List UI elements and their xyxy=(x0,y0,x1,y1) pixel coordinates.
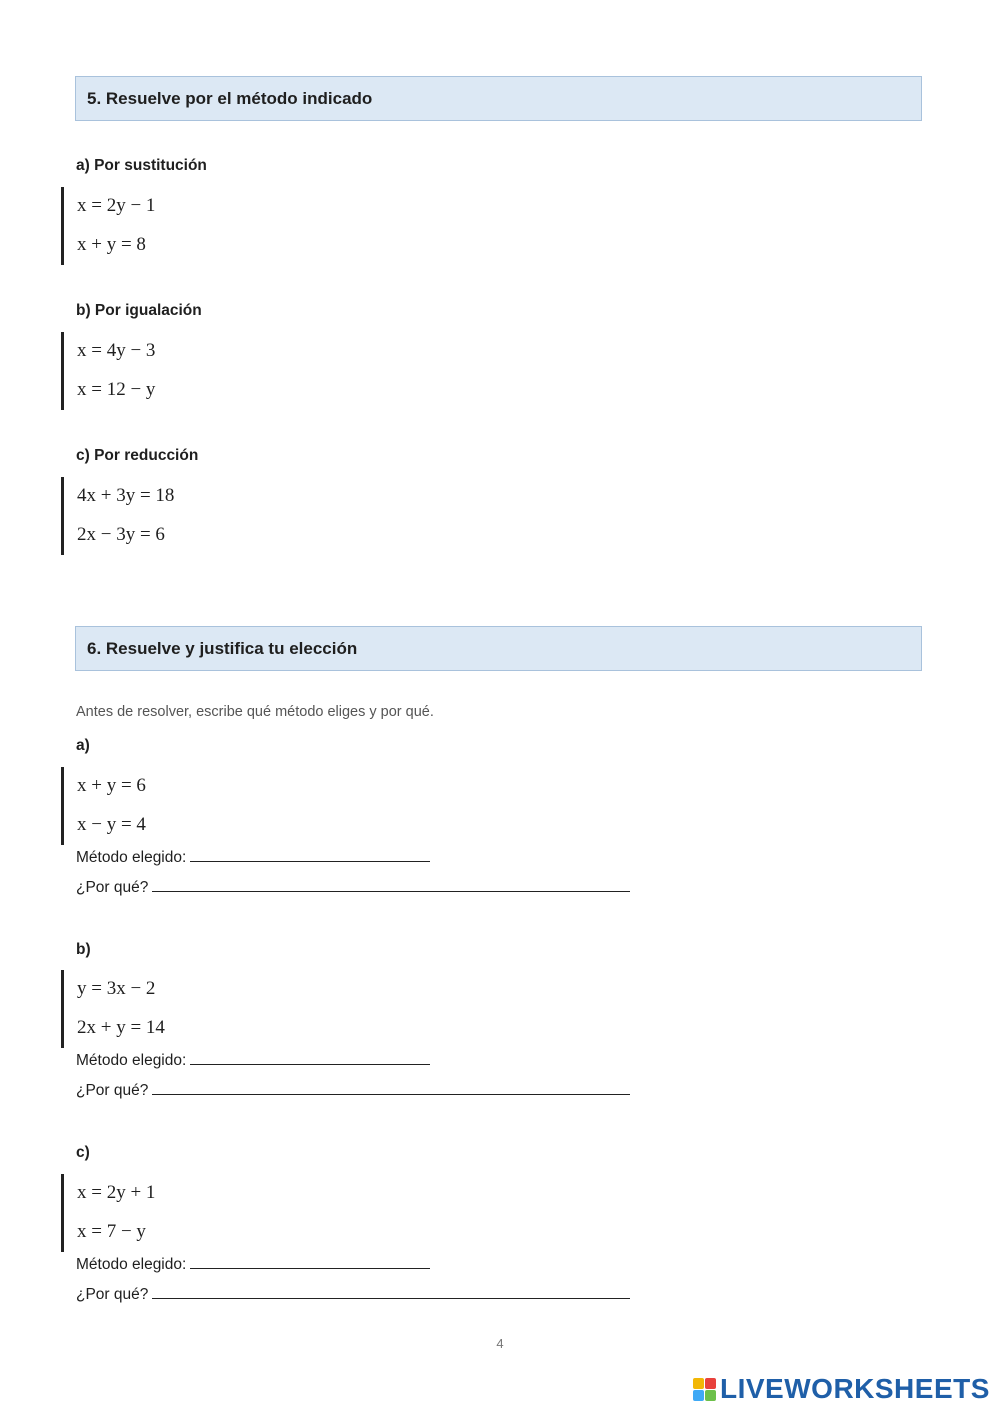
why-blank[interactable] xyxy=(152,1079,630,1095)
equation: x = 2y + 1 xyxy=(77,1182,156,1203)
equation-system-6a xyxy=(61,767,364,845)
section-6-intro: Antes de resolver, escribe qué método eliges y por qué. xyxy=(76,704,434,720)
why-answer-line-a[interactable] xyxy=(76,876,630,897)
section-6-part-b-label: b) xyxy=(76,941,91,958)
equation-system-5a xyxy=(61,187,364,265)
equation: y = 3x − 2 xyxy=(77,978,156,999)
equation: x = 4y − 3 xyxy=(77,340,156,361)
why-answer-line-b[interactable] xyxy=(76,1079,630,1100)
equation: 2x + y = 14 xyxy=(77,1017,165,1038)
method-answer-line-b[interactable] xyxy=(76,1049,430,1070)
equation-system-6c xyxy=(61,1174,364,1252)
method-label: Método elegido: xyxy=(76,849,187,866)
why-blank[interactable] xyxy=(152,876,630,892)
liveworksheets-logo xyxy=(693,1372,990,1406)
method-answer-line-c[interactable] xyxy=(76,1253,430,1274)
equation: x = 12 − y xyxy=(77,379,156,400)
equation: x = 7 − y xyxy=(77,1221,146,1242)
equation: 2x − 3y = 6 xyxy=(77,524,165,545)
method-blank[interactable] xyxy=(190,1253,430,1269)
why-label: ¿Por qué? xyxy=(76,1286,149,1303)
method-blank[interactable] xyxy=(190,1049,430,1065)
why-blank[interactable] xyxy=(152,1283,630,1299)
section-5-part-a-label: a) Por sustitución xyxy=(76,157,207,174)
why-answer-line-c[interactable] xyxy=(76,1283,630,1304)
page-number: 4 xyxy=(496,1336,504,1351)
equation: x + y = 6 xyxy=(77,775,146,796)
section-6-part-c-label: c) xyxy=(76,1144,90,1161)
why-label: ¿Por qué? xyxy=(76,879,149,896)
equation: 4x + 3y = 18 xyxy=(77,485,175,506)
equation-system-5c xyxy=(61,477,364,555)
equation-system-5b xyxy=(61,332,364,410)
section-6-part-a-label: a) xyxy=(76,737,90,754)
logo-mark-icon xyxy=(693,1378,716,1401)
section-5-part-b-label: b) Por igualación xyxy=(76,302,202,319)
method-answer-line-a[interactable] xyxy=(76,846,430,867)
section-5-part-c-label: c) Por reducción xyxy=(76,447,199,464)
method-label: Método elegido: xyxy=(76,1256,187,1273)
method-blank[interactable] xyxy=(190,846,430,862)
logo-square xyxy=(693,1378,704,1389)
method-label: Método elegido: xyxy=(76,1052,187,1069)
logo-text: LIVEWORKSHEETS xyxy=(720,1373,990,1404)
equation: x − y = 4 xyxy=(77,814,146,835)
equation: x = 2y − 1 xyxy=(77,195,156,216)
section-5-title: 5. Resuelve por el método indicado xyxy=(87,88,373,108)
logo-square xyxy=(705,1390,716,1401)
section-6-title: 6. Resuelve y justifica tu elección xyxy=(87,638,358,658)
section-5-header xyxy=(75,76,922,121)
equation-system-6b xyxy=(61,970,364,1048)
why-label: ¿Por qué? xyxy=(76,1082,149,1099)
section-6-header xyxy=(75,626,922,671)
logo-square xyxy=(705,1378,716,1389)
equation: x + y = 8 xyxy=(77,234,146,255)
logo-square xyxy=(693,1390,704,1401)
